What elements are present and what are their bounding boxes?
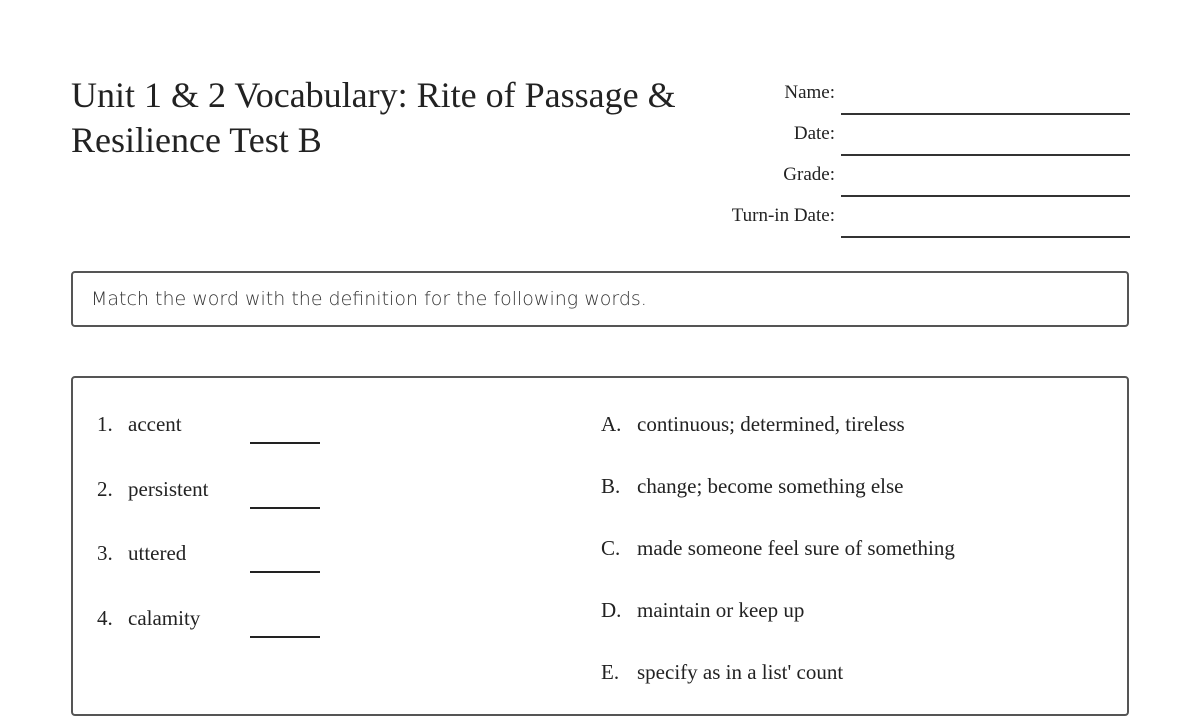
instructions-text: Match the word with the definition for the following words. [91,288,647,310]
grade-input-line[interactable] [841,195,1130,197]
definition-letter: A. [601,412,622,436]
word-term: calamity [128,605,201,630]
answer-blank[interactable] [250,507,320,509]
answer-blank[interactable] [250,442,320,444]
word-number: 2. [97,476,113,501]
definition-text: made someone feel sure of something [637,536,955,560]
answer-blank[interactable] [250,636,320,638]
word-term: uttered [128,541,187,565]
grade-field-row [700,156,1130,197]
turn-in-date-label: Turn-in Date: [731,205,835,226]
definition-text: continuous; determined, tireless [637,412,905,436]
word-term: persistent [128,476,209,501]
definition-letter: C. [601,536,621,560]
student-info-fields [700,74,1130,238]
name-field-row [700,74,1130,115]
grade-label: Grade: [783,164,835,185]
word-term: accent [128,412,182,436]
name-label: Name: [784,82,835,103]
definition-text: maintain or keep up [637,598,805,622]
date-field-row [700,115,1130,156]
word-number: 3. [97,541,113,565]
definition-letter: B. [601,474,621,498]
date-input-line[interactable] [841,154,1130,156]
page-title: Unit 1 & 2 Vocabulary: Rite of Passage & Resilience Test B [71,75,676,160]
name-input-line[interactable] [841,113,1130,115]
word-number: 4. [97,605,113,630]
matching-section [71,376,1129,716]
instructions-box [71,271,1129,327]
definition-text: specify as in a list' count [637,660,844,684]
definition-letter: E. [601,660,620,684]
word-number: 1. [97,412,113,436]
turn-in-date-input-line[interactable] [841,236,1130,238]
turn-in-date-field-row [700,197,1130,238]
date-label: Date: [793,123,835,144]
answer-blank[interactable] [250,571,320,573]
definition-text: change; become something else [637,474,904,498]
definition-letter: D. [601,598,622,622]
